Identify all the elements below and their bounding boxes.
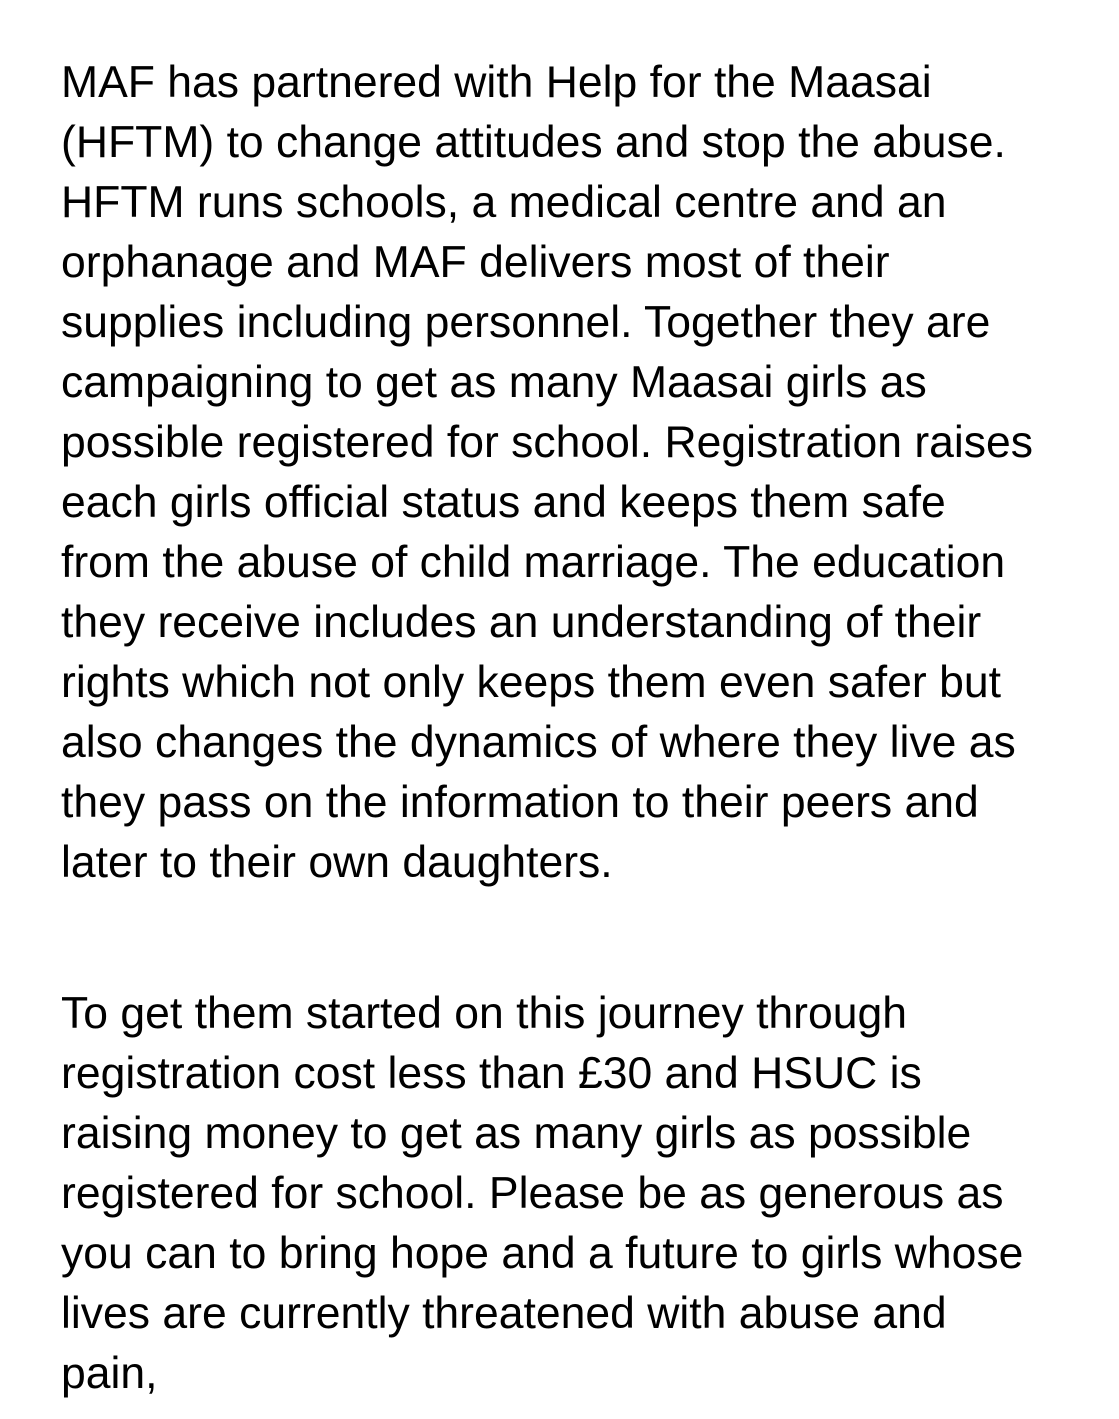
text-line: campaigning to get as many Maasai girls as xyxy=(61,358,927,407)
paragraph-partnership xyxy=(61,53,1119,893)
text-line: registration cost less than £30 and HSUC is xyxy=(61,1049,922,1098)
text-line: rights which not only keeps them even safer but xyxy=(61,658,1001,707)
text-line: registered for school. Please be as generous as xyxy=(61,1169,1004,1218)
text-line: MAF has partnered with Help for the Maasai xyxy=(61,58,932,107)
text-line: also changes the dynamics of where they live as xyxy=(61,718,1016,767)
text-line: later to their own daughters. xyxy=(61,838,613,887)
text-line: each girls official status and keeps them safe xyxy=(61,478,946,527)
paragraph-spacer xyxy=(61,893,1119,984)
document-text xyxy=(61,53,1119,1404)
text-line: they receive includes an understanding of their xyxy=(61,598,982,647)
text-line: To get them started on this journey through xyxy=(61,989,907,1038)
text-line: lives are currently threatened with abuse and xyxy=(61,1289,947,1338)
text-line: supplies including personnel. Together they are xyxy=(61,298,991,347)
text-line: (HFTM) to change attitudes and stop the abuse. xyxy=(61,118,1006,167)
text-line: possible registered for school. Registration raises xyxy=(61,418,1034,467)
text-line: HFTM runs schools, a medical centre and an xyxy=(61,178,947,227)
text-line: orphanage and MAF delivers most of their xyxy=(61,238,890,287)
text-line: raising money to get as many girls as possible xyxy=(61,1109,972,1158)
paragraph-appeal xyxy=(61,984,1119,1404)
text-line: pain, xyxy=(61,1349,158,1398)
text-line: from the abuse of child marriage. The education xyxy=(61,538,1006,587)
text-line: they pass on the information to their peers and xyxy=(61,778,979,827)
text-line: you can to bring hope and a future to girls whose xyxy=(61,1229,1024,1278)
